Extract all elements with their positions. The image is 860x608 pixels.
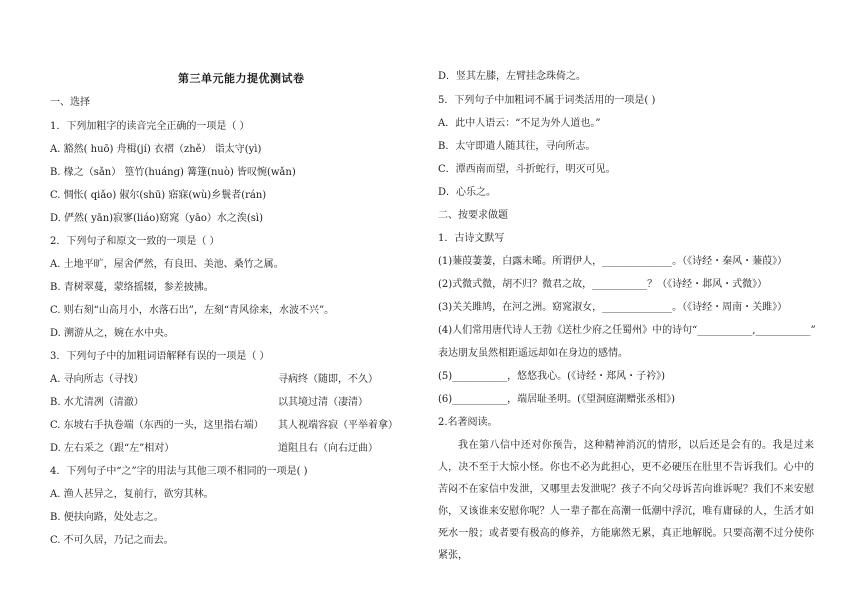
q5-option-a: A．此中人语云：“不足为外人道也。” — [438, 118, 601, 129]
q3-option-b-right: 以其境过清（凄清） — [278, 397, 368, 408]
q4-option-d: D．竖其左膝，左臂挂念珠倚之。 — [438, 71, 587, 82]
q1-option-c: C. 惆怅( qiǎo) 俶尔(shū) 寤寐(wù)乡鬟者(rán) — [50, 190, 267, 201]
recitation-3: (3)关关雎鸠，在河之洲。窈窕淑女，______________。（《诗经・周南・关雎》） — [438, 302, 788, 313]
q2-option-d: D. 溯游从之，婉在水中央。 — [50, 328, 175, 339]
q4-option-a: A. 渔人甚异之，复前行，欲穷其林。 — [50, 489, 214, 500]
q3-option-d-left: D. 左右采之（跟“左”相对） — [50, 443, 175, 454]
q2-option-c: C. 则右刻“山高月小，水落石出”，左刻“青风徐来，水波不兴”。 — [50, 305, 335, 316]
q4-option-b: B. 便扶向路，处处志之。 — [50, 512, 164, 523]
q1-option-a: A. 豁然( huō) 舟楫(jí) 衣褶（zhě） 诣太守(yì) — [50, 144, 262, 155]
q3-option-c-left: C. 东坡右手执卷端（东西的一头，这里指右端） — [50, 420, 264, 431]
q2-option-a: A. 土地平旷，屋舍俨然，有良田、美池、桑竹之属。 — [50, 259, 284, 270]
q3-option-b — [50, 396, 420, 410]
task-1-heading: 1．古诗文默写 — [438, 233, 505, 244]
q5-option-d: D．心乐之。 — [438, 187, 497, 198]
recitation-5: (5)___________，悠悠我心。(《诗经・郑风・子衿》) — [438, 371, 665, 382]
q3-option-a — [50, 373, 420, 387]
q5-option-c: C．潭西南而望，斗折蛇行，明灭可见。 — [438, 164, 616, 175]
q1-option-b: B. 椽之（sǎn） 篁竹(huáng) 篝篷(nuò) 皆叹惋(wǎn) — [50, 167, 296, 178]
task-2-heading: 2.名著阅读。 — [438, 417, 498, 428]
q1-option-d: D. 俨然( yān)寂寥(liáo)窈窕（yāo）水之涘(sì) — [50, 213, 263, 224]
q2-option-b: B. 青树翠蔓，蒙络摇辍，参差披拂。 — [50, 282, 214, 293]
section-heading-choice: 一、选择 — [50, 97, 90, 108]
q3-option-c-right: 其人视端容寂（平举着拿） — [278, 420, 398, 431]
q5-option-b: B．太守即遣人随其往，寻向所志。 — [438, 141, 596, 152]
recitation-6: (6)___________，端居耻圣明。(《望洞庭湖赠张丞相》) — [438, 394, 675, 405]
q3-option-b-left: B. 水尤清冽（清澈） — [50, 397, 144, 408]
question-2: 2．下列句子和原文一致的一项是（ ） — [50, 236, 220, 247]
question-3: 3．下列句子中的加粗词语解释有误的一项是（ ） — [50, 351, 270, 362]
q4-option-c: C. 不可久居，乃记之而去。 — [50, 535, 174, 546]
recitation-2: (2)式微式微，胡不归？微君之故，___________？（《诗经・邶风・式微》） — [438, 279, 768, 290]
q3-option-d — [50, 442, 420, 456]
section-heading-tasks: 二、按要求做题 — [438, 210, 508, 221]
q3-option-a-left: A. 寻向所志（寻找） — [50, 374, 144, 385]
question-1: 1．下列加粗字的读音完全正确的一项是（ ） — [50, 121, 250, 132]
recitation-4-cont: 表达朋友虽然相距遥远却如在身边的感情。 — [438, 348, 628, 359]
question-4: 4．下列句子中“之”字的用法与其他三项不相同的一项是( ) — [50, 466, 308, 477]
recitation-1: (1)蒹葭萋萋，白露未晞。所谓伊人，______________。（《诗经・秦风・蒹葭》） — [438, 256, 788, 267]
q3-option-a-right: 寻病终（随即，不久） — [278, 374, 378, 385]
q3-option-c — [50, 419, 420, 433]
recitation-4: (4)人们常用唐代诗人王勃《送杜少府之任蜀州》中的诗句“___________,___________” — [438, 325, 816, 336]
reading-passage: 我在第八信中还对你预告，这种精神消沉的情形，以后还是会有的。我是过来人，决不至于大惊小怪。你也不必为此担心，更不必硬压在肚里不告诉我们。心中的苦闷不在家信中发泄，又哪里去发泄呢？孩子不向父母诉苦向谁诉呢？我们不来安慰你，又该谁来安慰你呢？人一辈子都在高潮一低潮中浮沉，唯有庸碌的人，生活才如死水一般；或者要有极高的修养，方能廓然无累，真正地解脱。只要高潮不过分使你紧张， — [438, 440, 814, 561]
q3-option-d-right: 道阻且右（向右迂曲） — [278, 443, 378, 454]
page-title: 第三单元能力提优测试卷 — [178, 72, 305, 85]
question-5: 5．下列句子中加粗词不属于词类活用的一项是( ) — [438, 95, 656, 106]
